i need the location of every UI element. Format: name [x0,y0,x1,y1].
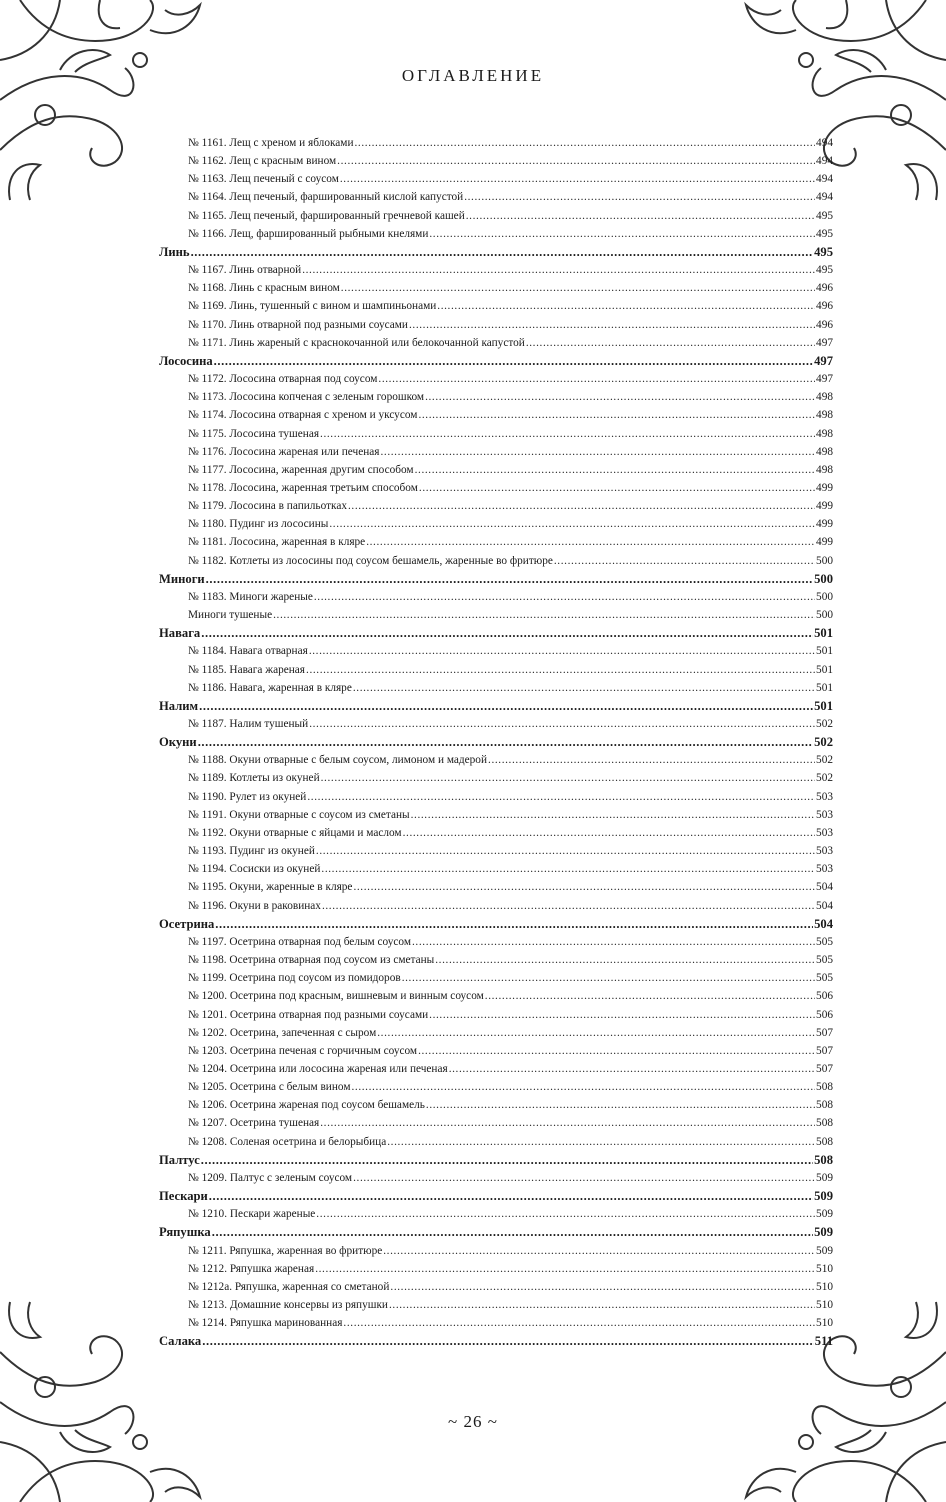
toc-entry [159,334,833,352]
toc-section [159,1151,833,1169]
toc-entry [159,261,833,279]
toc-entry [159,388,833,406]
toc-page-number: 510 [816,1280,833,1293]
toc-title: № 1181. Лососина, жаренная в кляре [188,536,366,549]
toc-page-number: 501 [814,698,833,713]
toc-page-number: 503 [816,863,833,876]
dot-leader [412,933,815,951]
toc-entry [159,479,833,497]
toc-title: № 1166. Лещ, фаршированный рыбными кнелями [188,227,429,240]
toc-title: № 1171. Линь жареный с краснокочанной или белокочанной капустой [188,336,525,349]
toc-entry [159,515,833,533]
toc-entry [159,1296,833,1314]
toc-title: № 1211. Ряпушка, жаренная во фритюре [188,1244,383,1257]
toc-page-number: 501 [816,681,833,694]
toc-page-number: 495 [816,209,833,222]
dot-leader [485,987,815,1005]
toc-page-number: 494 [816,191,833,204]
toc-title: № 1208. Соленая осетрина и белорыбица [188,1135,387,1148]
dot-leader [321,860,815,878]
toc-page-number: 510 [816,1317,833,1330]
toc-page-number: 508 [816,1135,833,1148]
toc-entry [159,297,833,315]
dot-leader [191,243,814,261]
table-of-contents [159,134,833,1350]
toc-page-number: 499 [816,481,833,494]
dot-leader [435,951,815,969]
toc-title: № 1177. Лососина, жаренная другим способом [188,463,414,476]
dot-leader [348,497,815,515]
toc-title: № 1161. Лещ с хреном и яблоками [188,137,354,149]
dot-leader [355,134,816,152]
dot-leader [466,207,815,225]
dot-leader [378,370,815,388]
dot-leader [526,334,815,352]
toc-title: № 1169. Линь, тушенный с вином и шампиньонами [188,300,437,313]
toc-title: Салака [159,1334,202,1349]
toc-page-number: 502 [816,718,833,730]
toc-entry [159,878,833,896]
dot-leader [309,642,815,660]
toc-title: № 1182. Котлеты из лососины под соусом бешамель, жаренные во фритюре [188,554,553,567]
dot-leader [198,733,813,751]
toc-page-number: 498 [816,391,833,404]
toc-entry [159,1042,833,1060]
toc-title: № 1186. Навага, жаренная в кляре [188,681,352,694]
dot-leader [316,842,815,860]
toc-title: № 1202. Осетрина, запеченная с сыром [188,1026,377,1039]
toc-title: № 1214. Ряпушка маринованная [188,1317,343,1330]
toc-title: № 1175. Лососина тушеная [188,427,320,440]
dot-leader [411,806,815,824]
toc-page-number: 498 [816,427,833,440]
toc-page-number: 498 [816,409,833,422]
toc-entry [159,951,833,969]
toc-title: Лососина [159,353,213,368]
toc-page-number: 507 [816,1044,833,1057]
toc-page-number: 509 [816,1208,833,1221]
toc-page-number: 500 [816,554,833,567]
toc-section [159,697,833,715]
toc-title: Линь [159,244,190,259]
dot-leader [302,261,815,279]
toc-section [159,352,833,370]
toc-section [159,624,833,642]
toc-entry [159,170,833,188]
toc-page-number: 502 [816,754,833,767]
toc-entry [159,751,833,769]
toc-title: № 1195. Окуни, жаренные в кляре [188,881,353,894]
dot-leader [426,1096,815,1114]
dot-leader [402,969,815,987]
toc-entry [159,824,833,842]
toc-title: № 1196. Окуни в раковинах [188,899,321,912]
toc-page-number: 496 [816,282,833,295]
dot-leader [464,188,815,206]
toc-title: № 1209. Палтус с зеленым соусом [188,1171,353,1184]
dot-leader [380,443,815,461]
toc-title: № 1189. Котлеты из окуней [188,772,320,785]
dot-leader [488,751,815,769]
toc-page-number: 507 [816,1062,833,1075]
toc-entry [159,207,833,225]
toc-page-number: 497 [816,336,833,349]
dot-leader [340,170,815,188]
dot-leader [387,1133,815,1151]
toc-entry [159,406,833,424]
toc-title: № 1163. Лещ печеный с соусом [188,173,339,186]
toc-page-number: 506 [816,990,833,1003]
dot-leader [202,1332,814,1350]
toc-title: № 1207. Осетрина тушеная [188,1117,320,1130]
toc-entry [159,188,833,206]
toc-title: № 1192. Окуни отварные с яйцами и маслом [188,826,402,839]
dot-leader [425,388,815,406]
dot-leader [377,1024,815,1042]
toc-title: № 1213. Домашние консервы из ряпушки [188,1299,388,1311]
toc-page-number: 509 [814,1225,833,1240]
dot-leader [315,1260,815,1278]
dot-leader [201,624,813,642]
toc-entry [159,552,833,570]
toc-entry [159,933,833,951]
toc-entry [159,769,833,787]
dot-leader [215,915,813,933]
toc-title: Миноги тушеные [188,609,273,622]
toc-title: № 1168. Линь с красным вином [188,282,340,295]
dot-leader [322,897,815,915]
dot-leader [353,679,815,697]
toc-page-number: 494 [816,137,833,149]
toc-title: Навага [159,626,201,641]
dot-leader [419,479,815,497]
toc-section [159,1332,833,1350]
toc-page-number: 500 [816,609,833,622]
toc-entry [159,1242,833,1260]
dot-leader [383,1242,815,1260]
dot-leader [320,1114,815,1132]
toc-entry [159,588,833,606]
dot-leader [390,1278,815,1296]
dot-leader [366,533,815,551]
toc-entry [159,279,833,297]
toc-page-number: 498 [816,463,833,476]
dot-leader [554,552,815,570]
toc-page-number: 505 [816,954,833,967]
toc-entry [159,370,833,388]
toc-entry [159,679,833,697]
toc-page-number: 500 [814,571,833,586]
toc-title: № 1184. Навага отварная [188,645,308,658]
toc-page-number: 505 [816,935,833,948]
toc-entry [159,1278,833,1296]
toc-page-number: 501 [816,663,833,676]
toc-title: № 1178. Лососина, жаренная третьим способом [188,481,418,494]
toc-title: № 1199. Осетрина под соусом из помидоров [188,972,401,985]
toc-title: № 1194. Сосиски из окуней [188,863,321,876]
toc-entry [159,1024,833,1042]
dot-leader [337,152,815,170]
toc-entry [159,788,833,806]
toc-page-number: 501 [814,626,833,641]
toc-entry [159,1006,833,1024]
toc-section [159,1187,833,1205]
toc-page-number: 496 [816,300,833,313]
toc-entry [159,497,833,515]
toc-page-number: 501 [816,645,833,658]
toc-title: № 1210. Пескари жареные [188,1208,316,1221]
dot-leader [316,1205,815,1223]
dot-leader [273,606,815,624]
toc-page-number: 503 [816,845,833,858]
toc-title: № 1183. Миноги жареные [188,590,313,603]
toc-page-number: 497 [814,353,833,368]
toc-title: № 1174. Лососина отварная с хреном и уксусом [188,409,418,422]
toc-section [159,733,833,751]
toc-page-number: 495 [816,264,833,277]
toc-title: Ряпушка [159,1225,211,1240]
toc-title: № 1204. Осетрина или лососина жареная или печеная [188,1062,448,1075]
toc-entry [159,969,833,987]
toc-title: Палтус [159,1152,200,1167]
toc-title: № 1212а. Ряпушка, жаренная со сметаной [188,1280,390,1293]
toc-entry [159,1169,833,1187]
dot-leader [409,316,815,334]
toc-entry [159,443,833,461]
toc-entry [159,661,833,679]
toc-page-number: 496 [816,318,833,331]
dot-leader [309,715,815,733]
toc-page-number: 495 [814,244,833,259]
toc-page-number: 494 [816,173,833,186]
dot-leader [321,769,815,787]
toc-title: № 1179. Лососина в папильотках [188,500,347,513]
toc-entry [159,1096,833,1114]
dot-leader [307,788,815,806]
toc-title: № 1172. Лососина отварная под соусом [188,373,378,386]
toc-entry [159,425,833,443]
toc-entry [159,1314,833,1332]
toc-title: № 1198. Осетрина отварная под соусом из сметаны [188,954,435,967]
toc-entry [159,606,833,624]
toc-section [159,915,833,933]
dot-leader [214,352,813,370]
toc-entry [159,1133,833,1151]
dot-leader [314,588,815,606]
toc-page-number: 503 [816,826,833,839]
toc-title: № 1191. Окуни отварные с соусом из сметаны [188,808,410,821]
toc-page-number: 504 [814,916,833,931]
dot-leader [389,1296,815,1314]
toc-title: № 1190. Рулет из окуней [188,790,307,803]
toc-title: № 1187. Налим тушеный [188,718,309,730]
toc-page-number: 497 [816,373,833,386]
dot-leader [403,824,815,842]
dot-leader [212,1223,813,1241]
toc-entry [159,316,833,334]
toc-page-number: 510 [816,1299,833,1311]
toc-page-number: 503 [816,808,833,821]
toc-title: № 1170. Линь отварной под разными соусами [188,318,408,331]
toc-section [159,243,833,261]
toc-title: № 1188. Окуни отварные с белым соусом, лимоном и мадерой [188,754,488,767]
toc-entry [159,642,833,660]
toc-page-number: 508 [816,1117,833,1130]
toc-page-number: 502 [816,772,833,785]
toc-entry [159,152,833,170]
toc-title: № 1200. Осетрина под красным, вишневым и винным соусом [188,990,484,1003]
toc-title: № 1165. Лещ печеный, фаршированный гречневой кашей [188,209,465,222]
toc-title: № 1167. Линь отварной [188,264,302,277]
toc-title: № 1212. Ряпушка жареная [188,1262,315,1275]
toc-page-number: 509 [816,1171,833,1184]
toc-page-number: 502 [814,735,833,750]
toc-entry [159,533,833,551]
toc-title: № 1203. Осетрина печеная с горчичным соусом [188,1044,418,1057]
toc-title: Пескари [159,1189,208,1204]
toc-page-number: 503 [816,790,833,803]
dot-leader [449,1060,815,1078]
toc-entry [159,860,833,878]
toc-page-number: 504 [816,881,833,894]
dot-leader [353,878,815,896]
toc-title: № 1201. Осетрина отварная под разными соусами [188,1008,429,1021]
toc-entry [159,1260,833,1278]
dot-leader [429,225,815,243]
toc-entry [159,897,833,915]
dot-leader [209,1187,813,1205]
dot-leader [418,1042,815,1060]
toc-title: Окуни [159,735,197,750]
dot-leader [306,661,815,679]
toc-page-number: 508 [816,1099,833,1112]
toc-page-number: 509 [816,1244,833,1257]
toc-title: № 1164. Лещ печеный, фаршированный кислой капустой [188,191,464,204]
toc-entry [159,461,833,479]
toc-entry [159,806,833,824]
toc-page-number: 504 [816,899,833,912]
toc-page-number: 511 [814,1334,833,1349]
toc-page-number: 507 [816,1026,833,1039]
toc-title: № 1205. Осетрина с белым вином [188,1081,351,1094]
toc-entry [159,134,833,152]
toc-title: № 1173. Лососина копченая с зеленым горошком [188,391,425,404]
toc-page-number: 499 [816,500,833,513]
dot-leader [429,1006,815,1024]
dot-leader [351,1078,815,1096]
dot-leader [329,515,815,533]
dot-leader [343,1314,815,1332]
toc-title: № 1193. Пудинг из окуней [188,845,315,858]
dot-leader [418,406,815,424]
toc-title: Налим [159,698,199,713]
toc-entry [159,842,833,860]
toc-page-number: 495 [816,227,833,240]
toc-title: № 1162. Лещ с красным вином [188,155,337,168]
toc-title: № 1176. Лососина жареная или печеная [188,445,380,458]
dot-leader [353,1169,815,1187]
toc-entry [159,1078,833,1096]
dot-leader [206,570,813,588]
toc-section [159,1223,833,1241]
toc-title: Осетрина [159,916,215,931]
toc-page-number: 510 [816,1262,833,1275]
toc-title: Миноги [159,571,205,586]
page-number: ~ 26 ~ [448,1412,498,1431]
toc-title: № 1180. Пудинг из лососины [188,518,329,531]
toc-page-number: 498 [816,445,833,458]
toc-page-number: 499 [816,518,833,531]
dot-leader [415,461,815,479]
toc-entry [159,1114,833,1132]
toc-title: № 1197. Осетрина отварная под белым соусом [188,935,411,948]
toc-page-number: 494 [816,155,833,168]
dot-leader [437,297,815,315]
toc-page-number: 508 [816,1081,833,1094]
toc-entry [159,987,833,1005]
toc-page-number: 499 [816,536,833,549]
toc-title: № 1206. Осетрина жареная под соусом бешамель [188,1099,425,1112]
page-heading: ОГЛАВЛЕНИЕ [401,66,545,85]
dot-leader [320,425,815,443]
toc-entry [159,715,833,733]
toc-entry [159,1060,833,1078]
toc-page-number: 506 [816,1008,833,1021]
dot-leader [341,279,815,297]
toc-page-number: 500 [816,590,833,603]
toc-page-number: 509 [814,1189,833,1204]
dot-leader [199,697,813,715]
toc-entry [159,1205,833,1223]
toc-page-number: 505 [816,972,833,985]
dot-leader [201,1151,813,1169]
toc-title: № 1185. Навага жареная [188,663,306,676]
toc-section [159,570,833,588]
toc-page-number: 508 [814,1152,833,1167]
toc-entry [159,225,833,243]
